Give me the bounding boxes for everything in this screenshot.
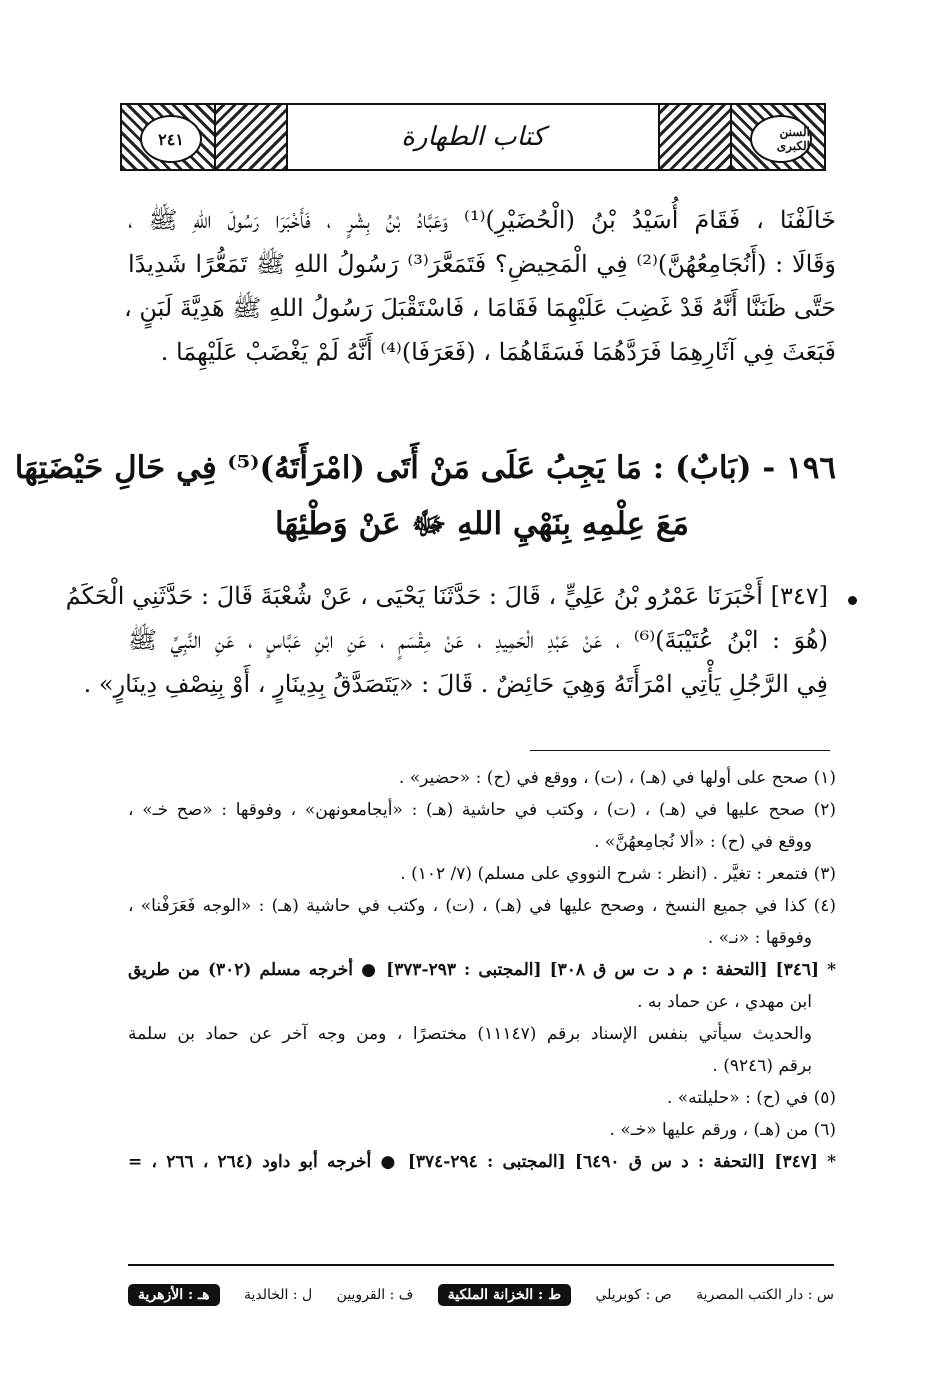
legend-item: ف : القرويين	[336, 1287, 414, 1303]
footer-divider	[128, 1264, 834, 1266]
text-line: خَالَفْنَا ، فَقَامَ أُسَيْدُ بْنُ (الْحُضَيْرِ)⁽¹⁾ وَعَبَّادُ بْنُ بِشْرٍ ، فَأَخْبَرَا رَسُولَ اللهِ ﷺ ،	[128, 206, 837, 234]
legend-item-highlighted: هـ : الأزهرية	[128, 1284, 220, 1306]
footnote-line: (٥) في (ح) : «حليلته» .	[666, 1088, 836, 1108]
legend-item: ص : كوبريلي	[595, 1287, 672, 1303]
hadith-line: [٣٤٧] أَخْبَرَنَا عَمْرُو بْنُ عَلِيٍّ ، قَالَ : حَدَّثَنَا يَحْيَى ، عَنْ شُعْبَةَ قَالَ : حَدَّثَنِي الْحَكَمُ	[65, 582, 828, 610]
footnote-line: ووقع في (ح) : «ألا نُجامِعهُنَّ» .	[594, 832, 812, 852]
decorative-border-left	[216, 105, 288, 169]
publisher-logo-ornament	[730, 105, 824, 169]
footnote-line: برقم (٩٢٤٦) .	[712, 1056, 812, 1076]
footnote-divider	[530, 750, 830, 751]
footnote-line: (٤) كذا في جميع النسخ ، وصحح عليها في (هـ) ، (ت) ، وكتب في حاشية (هـ) : «الوجه فَعَرَفْنا» ،	[128, 896, 836, 916]
publisher-logo: السنن الكبرى	[750, 115, 812, 163]
footnote-line: (٦) من (هـ) ، ورقم عليها «خـ» .	[609, 1120, 836, 1140]
text-line: فَبَعَثَ فِي آثَارِهِمَا فَرَدَّهُمَا فَسَقَاهُمَا ، (فَعَرَفَا)⁽⁴⁾ أَنَّهُ لَمْ يَغْضَبْ عَلَيْهِمَا .	[160, 338, 836, 366]
page-header	[120, 103, 826, 171]
legend-item: ل : الخالدية	[243, 1287, 313, 1303]
hadith-text	[65, 574, 828, 706]
page-number: ٢٤١	[140, 115, 202, 163]
chapter-heading-line1: ١٩٦ - (بَابٌ) : مَا يَجِبُ عَلَى مَنْ أَتَى (امْرَأَتَهُ)⁽⁵⁾ فِي حَالِ حَيْضَتِهَا	[14, 450, 836, 486]
decorative-border-right	[658, 105, 730, 169]
footnote-line: وفوقها : «نـ» .	[707, 928, 812, 948]
footnote-line: والحديث سيأتي بنفس الإسناد برقم (١١١٤٧) مختصرًا ، ومن وجه آخر عن حماد بن سلمة	[128, 1024, 812, 1044]
page-number-ornament	[122, 105, 216, 169]
chapter-heading-line2: مَعَ عِلْمِهِ بِنَهْيِ اللهِ ﷻ عَنْ وَطْئِهَا	[274, 506, 690, 542]
manuscript-legend	[128, 1275, 834, 1315]
bullet-icon	[848, 596, 857, 605]
footnote-line: (١) صحح على أولها في (هـ) ، (ت) ، ووقع في (ح) : «حضير» .	[398, 768, 836, 788]
footnote-line: (٣) فتمعر : تغيَّر . (انظر : شرح النووي على مسلم) (٧/ ١٠٢) .	[400, 864, 836, 884]
text-line: وَقَالَا : (أَنُجَامِعُهُنَّ)⁽²⁾ فِي الْمَحِيضِ؟ فَتَمَعَّرَ⁽³⁾ رَسُولُ اللهِ ﷺ تَمَعُّرًا شَدِيدًا	[128, 250, 837, 278]
hadith-line: (هُوَ : ابْنُ عُتَيْبَةَ)⁽⁶⁾ ، عَنْ عَبْدِ الْحَمِيدِ ، عَنْ مِقْسَمٍ ، عَنِ ابْنِ عَبَّاسٍ ، عَنِ النَّبِيِّ ﷺ	[128, 626, 828, 654]
text-line: حَتَّى ظَنَنَّا أَنَّهُ قَدْ غَضِبَ عَلَيْهِمَا فَقَامَا ، فَاسْتَقْبَلَ رَسُولُ اللهِ ﷺ هَدِيَّةَ لَبَنٍ ،	[124, 294, 836, 322]
footnote-line: (٢) صحح عليها في (هـ) ، (ت) ، وكتب في حاشية (هـ) : «أيجامعونهن» ، وفوقها : «صح خـ» ،	[128, 800, 836, 820]
chapter-heading	[14, 440, 836, 552]
takhrij-line: * [٣٤٦] [التحفة : م د ت س ق ٣٠٨] [المجتبى : ٢٩٣-٣٧٣] ● أخرجه مسلم (٣٠٢) من طريق	[128, 960, 836, 980]
footnotes	[128, 762, 836, 1178]
hadith-line: فِي الرَّجُلِ يَأْتِي امْرَأَتَهُ وَهِيَ حَائِضٌ . قَالَ : «يَتَصَدَّقُ بِدِينَارٍ ، أَوْ بِنِصْفِ دِينَارٍ» .	[83, 670, 828, 698]
footnote-line: ابن مهدي ، عن حماد به .	[637, 992, 812, 1012]
takhrij-line: * [٣٤٧] [التحفة : د س ق ٦٤٩٠] [المجتبى : ٢٩٤-٣٧٤] ● أخرجه أبو داود (٢٦٤ ، ٢٦٦ ، =	[128, 1152, 837, 1172]
legend-item-highlighted: ط : الخزانة الملكية	[438, 1284, 571, 1306]
book-title: كتاب الطهارة	[401, 122, 545, 152]
legend-item: س : دار الكتب المصرية	[696, 1287, 834, 1303]
main-text	[124, 198, 837, 374]
